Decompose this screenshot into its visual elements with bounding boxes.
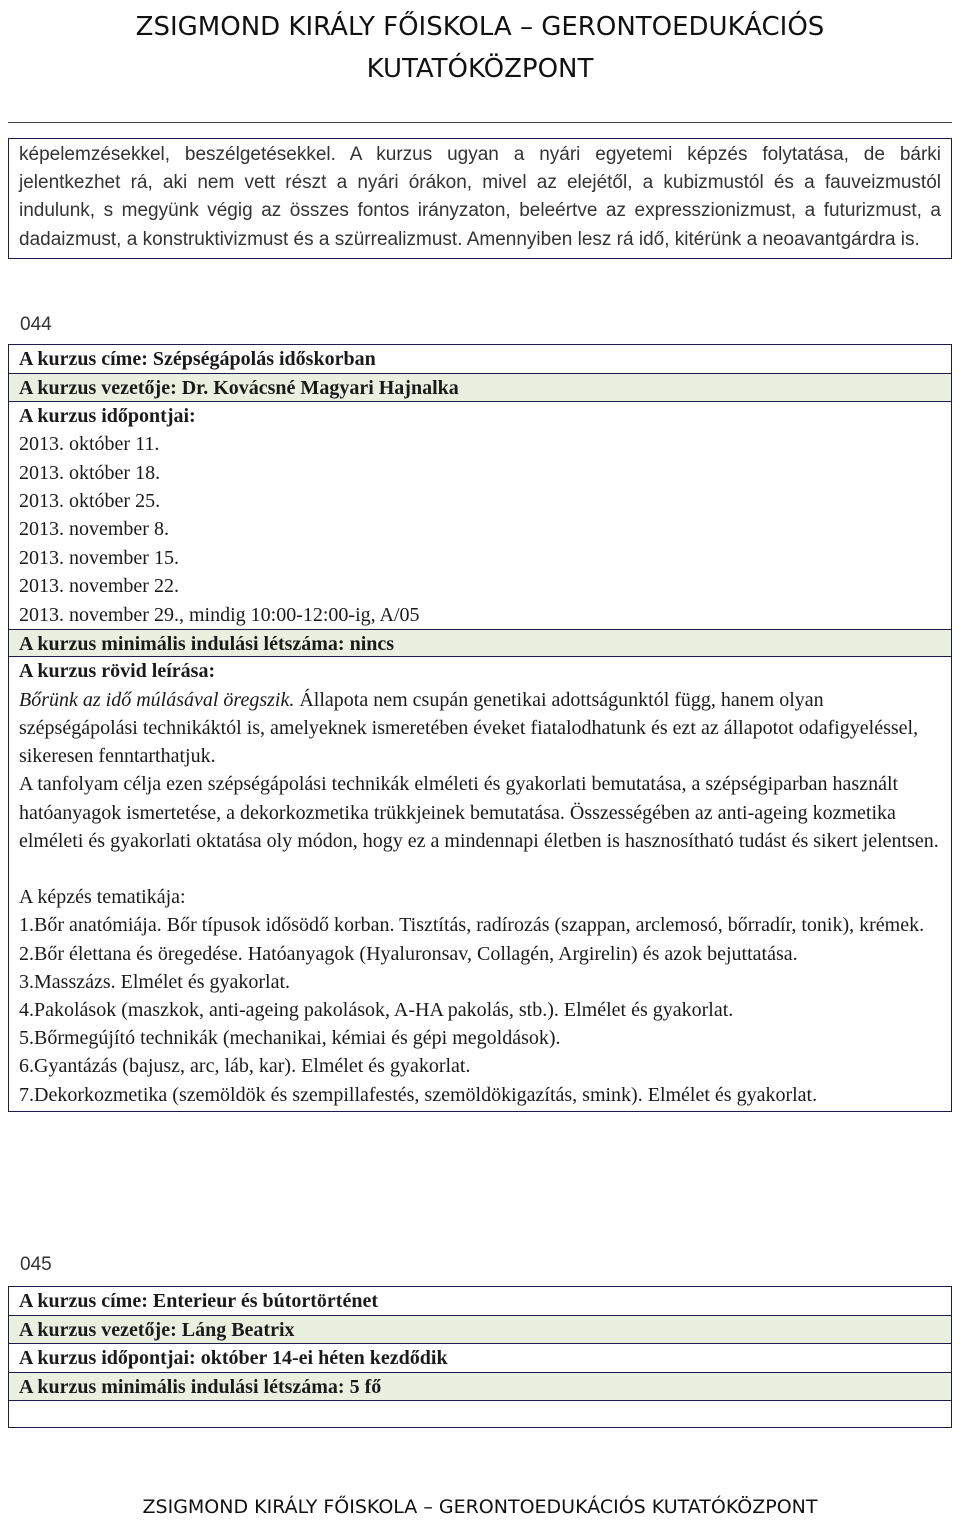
intro-paragraph: képelemzésekkel, beszélgetésekkel. A kurzus ugyan a nyári egyetemi képzés folytatása, de bárki jelentkezhet rá, aki nem vett részt a nyári órákon, mivel az elejétől, a kubizmustól és a fauveizmustól indulunk, s megyünk végig az összes fontos irányzaton, beleértve az expresszionizmust, a futurizmust, a dadaizmust, a konstruktivizmust és a szürrealizmust. Amennyiben lesz rá idő, kitérünk a neoavantgárdra is. — [19, 144, 941, 250]
course-044-dates-label: A kurzus időpontjai: — [19, 404, 196, 427]
page-header — [0, 6, 960, 90]
course-044-number: 044 — [20, 314, 52, 335]
course-044-topic: 5.Bőrmegújító technikák (mechanikai, kémiai és gépi megoldások). — [19, 1027, 561, 1050]
course-044-min-participants: A kurzus minimális indulási létszáma: nincs — [9, 629, 951, 657]
course-044-date: 2013. október 25. — [19, 489, 161, 512]
course-044-date: 2013. november 22. — [19, 575, 179, 598]
course-044-date: 2013. november 15. — [19, 546, 179, 569]
course-044-desc-paragraph-2: A tanfolyam célja ezen szépségápolási technikák elméleti és gyakorlati bemutatása, a szépségiparban használt hatóanyagok ismertetése, a dekorkozmetika trükkjeinek bemutatása. Összességében az anti-ageing kozmetika elméleti és gyakorlati oktatása oly módon, hogy ez a mindennapi életben is hasznosítható tudást és sikert jelentsen. — [19, 773, 939, 852]
course-045-min-participants: A kurzus minimális indulási létszáma: 5 fő — [9, 1372, 951, 1400]
course-044-topic: 4.Pakolások (maszkok, anti-ageing pakolások, A-HA pakolás, stb.). Elmélet és gyakorlat. — [19, 998, 734, 1021]
course-044-topics-label: A képzés tematikája: — [19, 885, 186, 908]
course-044-desc-paragraph-1 — [9, 686, 951, 771]
course-044-topic: 1.Bőr anatómiája. Bőr típusok idősödő korban. Tisztítás, radírozás (szappan, arclemosó, bőrradír, tonik), krémek. — [19, 914, 925, 937]
course-045-number: 045 — [20, 1254, 52, 1275]
page-footer: ZSIGMOND KIRÁLY FŐISKOLA – GERONTOEDUKÁCIÓS KUTATÓKÖZPONT — [142, 1496, 818, 1518]
header-line-1: ZSIGMOND KIRÁLY FŐISKOLA – GERONTOEDUKÁCIÓS — [135, 12, 825, 42]
course-044-desc-rest: Állapota nem csupán genetikai adottságunktól függ, hanem olyan szépségápolási technikáktól is, amelyeknek ismeretében éveket fiatalodhatunk és ezt az állapotot odafigyeléssel, sikeresen fenntarthatjuk. — [19, 688, 919, 768]
course-044-leader: A kurzus vezetője: Dr. Kovácsné Magyari Hajnalka — [9, 373, 951, 401]
course-044-topic: 7.Dekorkozmetika (szemöldök és szempillafestés, szemöldökigazítás, smink). Elmélet és gyakorlat. — [19, 1083, 818, 1106]
header-line-2: KUTATÓKÖZPONT — [366, 54, 594, 84]
course-045-dates: A kurzus időpontjai: október 14-ei héten kezdődik — [19, 1346, 448, 1369]
course-044-desc-label: A kurzus rövid leírása: — [19, 660, 216, 683]
header-divider — [8, 122, 952, 123]
course-044-box — [8, 344, 952, 1112]
course-044-desc-italic: Bőrünk az idő múlásával öregszik. — [19, 688, 295, 711]
course-044-topic: 3.Masszázs. Elmélet és gyakorlat. — [19, 970, 291, 993]
course-044-topic: 2.Bőr élettana és öregedése. Hatóanyagok (Hyaluronsav, Collagén, Argirelin) és azok bejuttatása. — [19, 942, 798, 965]
course-044-date: 2013. október 18. — [19, 461, 161, 484]
course-045-box — [8, 1286, 952, 1428]
course-045-title: A kurzus címe: Enterieur és bútortörténet — [19, 1290, 379, 1312]
course-044-last-date: 2013. november 29., mindig 10:00-12:00-ig, A/05 — [19, 603, 420, 626]
spacer — [9, 855, 951, 883]
course-045-leader: A kurzus vezetője: Láng Beatrix — [9, 1315, 951, 1343]
intro-box — [8, 138, 952, 259]
course-044-title: A kurzus címe: Szépségápolás időskorban — [19, 348, 376, 370]
course-044-date: 2013. november 8. — [19, 518, 169, 541]
empty-row — [9, 1401, 951, 1427]
course-044-topic: 6.Gyantázás (bajusz, arc, láb, kar). Elmélet és gyakorlat. — [19, 1055, 471, 1078]
course-044-date: 2013. október 11. — [19, 433, 160, 456]
